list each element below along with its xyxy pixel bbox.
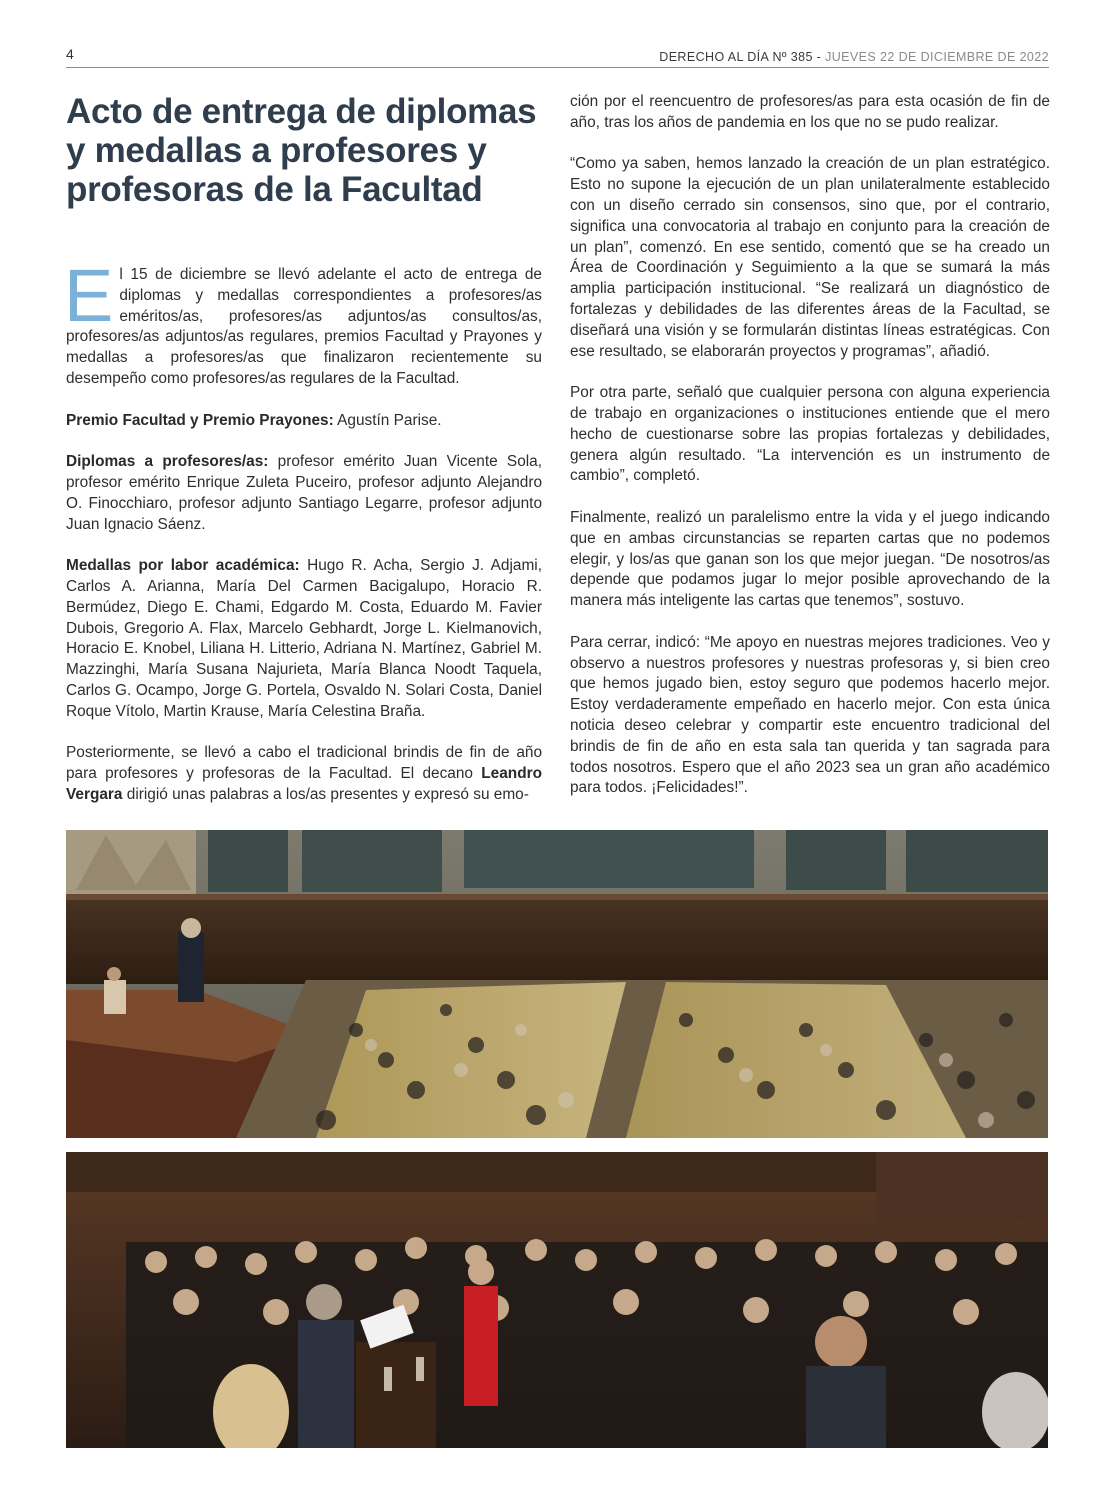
right-paragraph-3: Por otra parte, señaló que cualquier persona con alguna experiencia de trabajo en organizaciones o instituciones entiende que el mero hecho de cuestionarse sobre las propias fortalezas y debilidades, genera algún resultado. “La intervención es un instrumento de cambio”, completó. [570,384,1050,485]
reception-photo-image [66,1152,1048,1448]
diplomas-paragraph [66,452,542,535]
right-paragraph-1: ción por el reencuentro de profesores/as para esta ocasión de fin de año, tras los años de pandemia en los que no se pudo realizar. [570,93,1050,131]
medallas-label: Medallas por labor académica: [66,557,300,575]
medallas-paragraph [66,556,542,722]
brindis-text-1: Posteriormente, se llevó a cabo el tradicional brindis de fin de año para profesores y profesoras de la Facultad. El decano [66,744,542,783]
premio-paragraph [66,411,542,432]
header-rule [66,67,1049,68]
page-number: 4 [66,46,74,62]
premio-label: Premio Facultad y Premio Prayones: [66,411,334,429]
reception-photo [66,1152,1048,1448]
lead-paragraph [64,254,542,390]
right-paragraph-4: Finalmente, realizó un paralelismo entre la vida y el juego indicando que en ambas circunstancias se reparten cartas que no podemos elegir, y los/as que ganan son los que mejor juegan. “De nosotros/as depende que podamos jugar lo mejor posible aprovechando de la manera más inteligente las cartas que tenemos”, sostuvo. [570,508,1050,610]
article-column-left [66,92,542,827]
diplomas-text: profesor emérito Juan Vicente Sola, profesor emérito Enrique Zuleta Puceiro, profesor adjunto Alejandro O. Finocchiaro, profesor adjunto Santiago Legarre, profesor adjunto Juan Ignacio Sáenz. [66,453,543,533]
running-header [659,50,1049,64]
auditorium-photo-image [66,830,1048,1138]
lead-text: l 15 de diciembre se llevó adelante el acto de entrega de diplomas y medallas correspondientes a profesores/as eméritos/as, profesores/as adjuntos/as consultos/as, profesores/as adjuntos/as regulares, premios Facultad y Prayones y medallas a profesores/as que finalizaron recientemente su desempeño como profesores/as regulares de la Facultad. [66,266,542,387]
dean-name: Leandro Vergara [66,765,542,803]
premio-text: Agustín Parise. [333,411,442,429]
brindis-text-2: dirigió unas palabras a los/as presentes y expresó su emo- [122,785,529,803]
article-title: Acto de entrega de diplomas y medallas a profesores y profesoras de la Facultad [66,92,537,209]
diplomas-label: Diplomas a profesores/as: [66,453,269,471]
right-paragraph-2: “Como ya saben, hemos lanzado la creación de un plan estratégico. Esto no supone la ejecución de un plan unilateralmente establecido con un diseño cerrado sin consensos, sino que, por el contrario, significa una convocatoria al trabajo en conjunto para la creación de un plan”, comenzó. En ese sentido, comentó que se ha creado un Área de Coordinación y Seguimiento a la que se sumará la más amplia participación institucional. “Se realizará un diagnóstico de fortalezas y debilidades de las diferentes áreas de la Facultad, se diseñará una visión y se formularán distintas líneas estratégicas. Con ese resultado, se elaborarán proyectos y programas”, añadió. [570,155,1050,360]
brindis-paragraph [66,743,542,805]
article-column-right [570,92,1050,820]
drop-cap: E [64,254,114,337]
right-paragraph-5: Para cerrar, indicó: “Me apoyo en nuestras mejores tradiciones. Veo y observo a nuestros profesores y nuestras profesoras y, si bien creo que hemos jugado bien, estoy seguro que podemos hacerlo mejor. Estoy verdaderamente empeñado en hacerlo mejor. Con esta única noticia deseo celebrar y compartir este encuentro tradicional del brindis de fin de año en esta sala tan querida y tan sagrada para todos nosotros. Espero que el año 2023 sea un gran año académico para todos. ¡Felicidades!”. [570,633,1050,797]
issue-date: JUEVES 22 DE DICIEMBRE DE 2022 [825,50,1049,64]
auditorium-photo [66,830,1048,1138]
publication-name: DERECHO AL DÍA Nº 385 - [659,50,826,64]
medallas-text: Hugo R. Acha, Sergio J. Adjami, Carlos A. Arianna, María Del Carmen Bacigalupo, Horacio R. Bermúdez, Diego E. Chami, Edgardo M. Costa, Eduardo M. Favier Dubois, Gregorio A. Flax, Marcelo Gebhardt, Jorge L. Kielmanovich, Horacio E. Knobel, Liliana H. Litterio, Adriana N. Martínez, Gabriel M. Mazzinghi, María Susana Najurieta, María Blanca Noodt Taquela, Carlos G. Ocampo, Jorge G. Portela, Osvaldo N. Solari Costa, Daniel Roque Vítolo, Martin Krause, María Celestina Braña. [66,557,542,720]
